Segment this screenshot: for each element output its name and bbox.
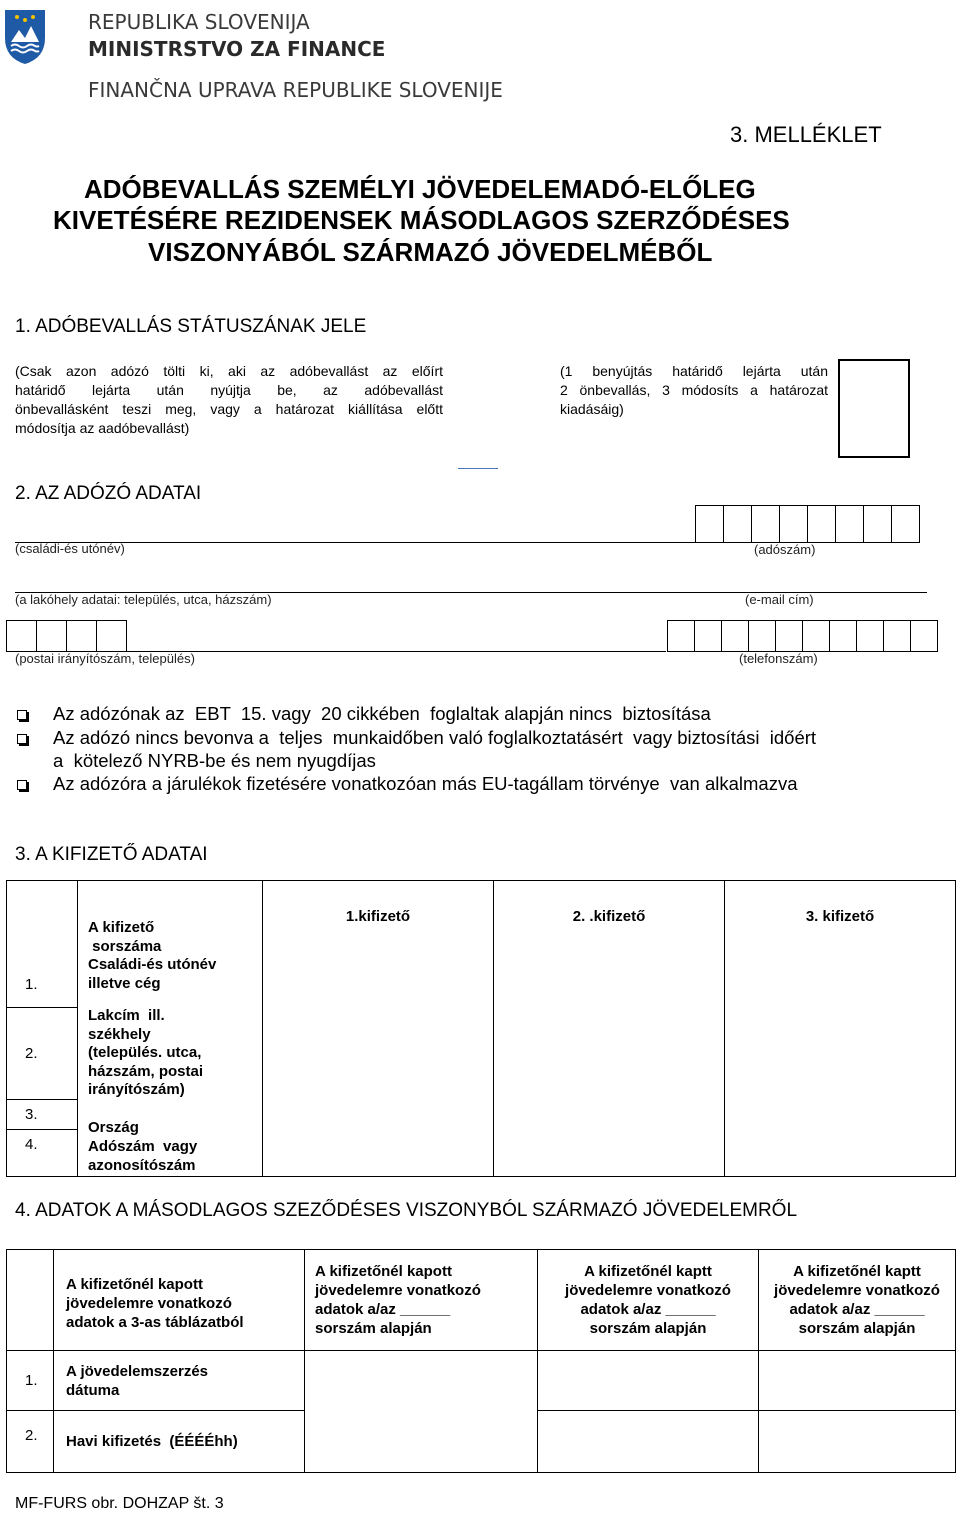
section2-heading: 2. AZ ADÓZÓ ADATAI (15, 483, 202, 504)
section3-heading: 3. A KIFIZETŐ ADATAI (15, 844, 208, 865)
form-title-line3: VISZONYÁBÓL SZÁRMAZÓ JÖVEDELMÉBŐL (148, 237, 713, 267)
note-line: 2 önbevallás, 3 módosíts a határozat (560, 382, 828, 398)
digit-box[interactable] (695, 505, 724, 543)
note-line: (Csak azon adózó tölti ki, aki az adóbevallást az előírt (15, 363, 443, 379)
address-label: (a lakóhely adatai: település, utca, házszám) (15, 592, 272, 607)
divider (458, 468, 498, 469)
row-label: A jövedelemszerzés dátuma (66, 1362, 209, 1399)
header-ministry: MINISTRSTVO ZA FINANCE (88, 37, 386, 61)
checkbox-label: Az adózónak az EBT 15. vagy 20 cikkében foglaltak alapján nincs biztosítása (53, 703, 711, 724)
income-cell[interactable] (759, 1411, 956, 1473)
section4-heading: 4. ADATOK A MÁSODLAGOS SZEZŐDÉSES VISZONYBÓL SZÁRMAZÓ JÖVEDELEMRŐL (15, 1200, 798, 1221)
col-header-cell (305, 1250, 538, 1351)
coat-of-arms-logo (3, 8, 47, 66)
tax-number-boxes[interactable] (695, 505, 920, 543)
postal-label: (postai irányítószám, település) (15, 651, 195, 666)
row-label: Havi kifizetés (ÉÉÉÉhh) (66, 1433, 238, 1450)
digit-box[interactable] (802, 620, 830, 652)
col-header: A kifizetőnél kapott jövedelemre vonatkozó adatok a/az ______ sorszám alapján (315, 1263, 481, 1337)
row-number: 2. (25, 1045, 38, 1062)
income-cell[interactable] (538, 1351, 759, 1411)
digit-box[interactable] (835, 505, 864, 543)
digit-box[interactable] (36, 620, 67, 652)
checkbox-eu-law[interactable] (17, 780, 27, 790)
phone-number-boxes[interactable] (667, 620, 938, 652)
payer-table (6, 880, 956, 1177)
note-line: módosítja az aadóbevallást) (15, 420, 190, 436)
digit-box[interactable] (6, 620, 37, 652)
row-number: 4. (25, 1136, 38, 1153)
form-title-line1: ADÓBEVALLÁS SZEMÉLYI JÖVEDELEMADÓ-ELŐLEG (84, 174, 756, 204)
note-line: határidő lejárta után nyújtja be, az adóbevallást (15, 382, 443, 398)
postal-line[interactable] (126, 651, 666, 652)
empty-cell (7, 1250, 54, 1351)
row-number-cell (7, 1351, 54, 1411)
digit-box[interactable] (807, 505, 836, 543)
col-header-cell (54, 1250, 305, 1351)
row-labels-cell (78, 881, 263, 1177)
checkbox-label: Az adózó nincs bevonva a teljes munkaidőben való foglalkoztatásért vagy biztosítási időért (53, 727, 817, 748)
digit-box[interactable] (910, 620, 938, 652)
section1-heading: 1. ADÓBEVALLÁS STÁTUSZÁNAK JELE (15, 316, 367, 337)
row-number-cell (7, 1411, 54, 1473)
digit-box[interactable] (883, 620, 911, 652)
digit-box[interactable] (721, 620, 749, 652)
col-header: A kifizetőnél kaptt jövedelemre vonatkozó adatok a/az ______ sorszám alapján (565, 1263, 731, 1337)
col-header: 3. kifizető (805, 908, 875, 925)
note-line: önbevallásként teszi meg, vagy a határozat kiállítása előtt (15, 401, 443, 417)
row-label: Ország (88, 1119, 139, 1136)
status-code-box[interactable] (838, 359, 910, 458)
checkbox-not-covered[interactable] (17, 734, 27, 744)
digit-box[interactable] (748, 620, 776, 652)
row-number-cell (7, 1008, 78, 1100)
row-number-cell (7, 1130, 78, 1177)
row-number: 2. (25, 1427, 38, 1444)
digit-box[interactable] (775, 620, 803, 652)
income-cell[interactable] (759, 1351, 956, 1411)
row-label: Lakcím ill. székhely (település. utca, házszám, postai irányítószám) (88, 1007, 204, 1098)
header-agency: FINANČNA UPRAVA REPUBLIKE SLOVENIJE (88, 78, 503, 102)
email-label: (e-mail cím) (745, 592, 814, 607)
row-label: A kifizető sorszáma Családi-és utónév illetve cég (88, 919, 217, 992)
row-label-cell (54, 1351, 305, 1411)
row-label: Adószám vagy azonosítószám (88, 1138, 198, 1174)
col-header-cell (759, 1250, 956, 1351)
section1-note (15, 362, 443, 438)
payer1-cell[interactable] (263, 881, 494, 1177)
note-line: (1 benyújtás határidő lejárta után (560, 363, 828, 379)
digit-box[interactable] (96, 620, 127, 652)
checkbox-label: Az adózóra a járulékok fizetésére vonatkozóan más EU-tagállam törvénye van alkalmazva (53, 773, 798, 794)
digit-box[interactable] (829, 620, 857, 652)
digit-box[interactable] (891, 505, 920, 543)
income-table (6, 1249, 956, 1473)
tax-number-label: (adószám) (754, 542, 816, 557)
row-number: 3. (25, 1106, 38, 1123)
row-number-cell (7, 881, 78, 1008)
digit-box[interactable] (667, 620, 695, 652)
payer3-cell[interactable] (725, 881, 956, 1177)
note-line: kiadásáig) (560, 401, 624, 417)
payer2-cell[interactable] (494, 881, 725, 1177)
phone-label: (telefonszám) (739, 651, 818, 666)
row-number: 1. (25, 976, 38, 993)
digit-box[interactable] (66, 620, 97, 652)
row-number: 1. (25, 1372, 38, 1389)
name-label: (családi-és utónév) (15, 541, 125, 556)
income-cell[interactable] (305, 1351, 538, 1473)
checkbox-no-insurance[interactable] (17, 710, 27, 720)
digit-box[interactable] (694, 620, 722, 652)
digit-box[interactable] (779, 505, 808, 543)
col-header: A kifizetőnél kaptt jövedelemre vonatkozó adatok a/az ______ sorszám alapján (774, 1263, 940, 1337)
row-number-cell (7, 1100, 78, 1130)
annex-label: 3. MELLÉKLET (730, 122, 882, 147)
digit-box[interactable] (856, 620, 884, 652)
form-title-line2: KIVETÉSÉRE REZIDENSEK MÁSODLAGOS SZERZŐDÉSES (53, 205, 790, 235)
digit-box[interactable] (723, 505, 752, 543)
col-header: A kifizetőnél kapott jövedelemre vonatkozó adatok a 3-as táblázatból (66, 1275, 244, 1331)
postal-code-boxes[interactable] (6, 620, 127, 652)
income-cell[interactable] (538, 1411, 759, 1473)
row-label-cell (54, 1411, 305, 1473)
col-header: 1.kifizető (345, 908, 411, 925)
checkbox-label-cont: a kötelező NYRB-be és nem nyugdíjas (53, 750, 376, 771)
col-header: 2. .kifizető (572, 908, 646, 925)
status-codes-note (560, 362, 828, 419)
col-header-cell (538, 1250, 759, 1351)
form-code-footer: MF-FURS obr. DOHZAP št. 3 (15, 1495, 224, 1512)
digit-box[interactable] (863, 505, 892, 543)
digit-box[interactable] (751, 505, 780, 543)
header-republic: REPUBLIKA SLOVENIJA (88, 10, 310, 34)
